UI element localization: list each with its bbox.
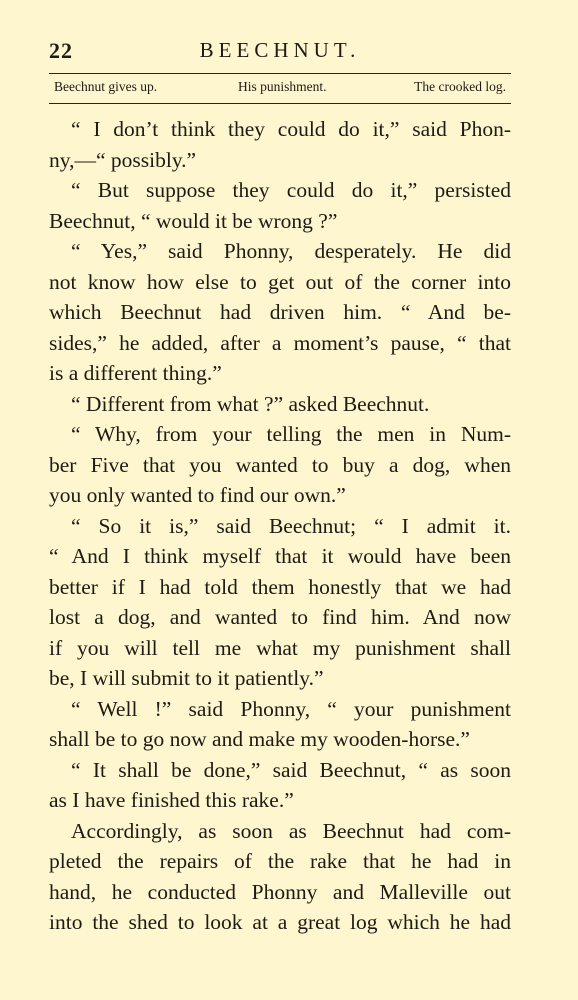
page-header: [49, 38, 511, 70]
subhead-left: Beechnut gives up.: [54, 79, 158, 94]
body-text: [49, 114, 511, 938]
text-line: into the shed to look at a great log which he had: [49, 910, 511, 934]
text-line: you only wanted to find our own.”: [49, 483, 346, 507]
text-line: is a different thing.”: [49, 361, 222, 385]
text-line: pleted the repairs of the rake that he had in: [49, 849, 511, 873]
text-line: sides,” he added, after a moment’s pause, “ that: [49, 330, 511, 355]
text-line: which Beechnut had driven him. “ And be-: [49, 300, 511, 324]
text-line: ny,—“ possibly.”: [49, 147, 197, 172]
header-rule-bottom: [49, 103, 511, 104]
text-line: shall be to go now and make my wooden-horse.”: [49, 727, 470, 751]
text-line: “ So it is,” said Beechnut; “ I admit it.: [71, 513, 511, 538]
text-line: ber Five that you wanted to buy a dog, when: [49, 452, 511, 477]
text-line: Beechnut, “ would it be wrong ?”: [49, 208, 338, 233]
text-line: if you will tell me what my punishment shall: [49, 635, 511, 660]
text-line: be, I will submit to it patiently.”: [49, 666, 324, 690]
text-line: as I have finished this rake.”: [49, 788, 294, 812]
subhead-right: The crooked log.: [414, 79, 506, 94]
text-line: “ It shall be done,” said Beechnut, “ as soon: [71, 757, 511, 782]
text-line: “ Well !” said Phonny, “ your punishment: [71, 696, 511, 721]
text-line: “ Yes,” said Phonny, desperately. He did: [71, 239, 511, 263]
text-line: better if I had told them honestly that we had: [49, 574, 511, 599]
chapter-subheads: [54, 79, 506, 99]
text-line: hand, he conducted Phonny and Malleville out: [49, 879, 511, 904]
text-line: “ Why, from your telling the men in Num-: [71, 422, 511, 446]
header-rule-top: [49, 73, 511, 74]
text-line: “ And I think myself that it would have been: [49, 544, 511, 568]
page-number: 22: [49, 38, 73, 63]
running-title: BEECHNUT.: [199, 38, 361, 62]
subhead-center: His punishment.: [238, 79, 327, 94]
text-line: “ But suppose they could do it,” persisted: [71, 178, 511, 202]
text-line: lost a dog, and wanted to find him. And now: [49, 605, 511, 629]
text-line: “ Different from what ?” asked Beechnut.: [71, 391, 430, 416]
text-line: “ I don’t think they could do it,” said Phon-: [71, 117, 511, 141]
text-line: not know how else to get out of the corner into: [49, 269, 511, 294]
text-line: Accordingly, as soon as Beechnut had com-: [71, 818, 511, 843]
